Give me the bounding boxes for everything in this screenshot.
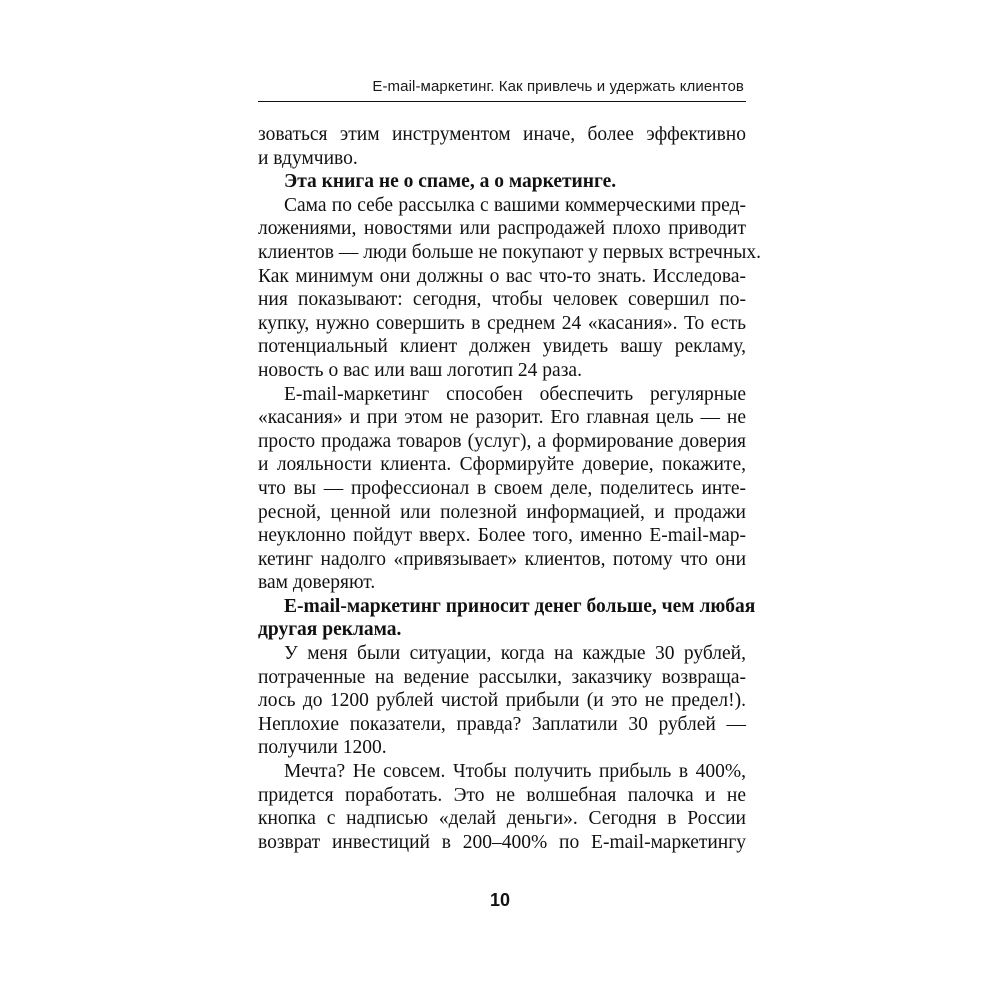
text-line: «касания» и при этом не разорит. Его главная цель — не [258, 407, 746, 429]
text-line: потраченные на ведение рассылки, заказчику возвраща- [258, 666, 746, 688]
bold-heading: E-mail-маркетинг приносит денег больше, чем любая [284, 595, 756, 617]
text-line: кетинг надолго «привязывает» клиентов, потому что они [258, 548, 746, 570]
bold-heading: Эта книга не о спаме, а о маркетинге. [284, 171, 617, 193]
text-line: что вы — профессионал в своем деле, поделитесь инте- [258, 477, 746, 499]
text-line: просто продажа товаров (услуг), а формирование доверия [258, 430, 746, 452]
text-line: Как минимум они должны о вас что-то знать. Исследова- [258, 265, 746, 287]
text-line: и лояльности клиента. Сформируйте доверие, покажите, [258, 454, 746, 476]
text-line: новость о вас или ваш логотип 24 раза. [258, 359, 582, 381]
bold-heading: другая реклама. [258, 619, 402, 641]
text-line: ния показывают: сегодня, чтобы человек совершил по- [258, 289, 746, 311]
page-number: 10 [489, 890, 511, 910]
text-line: ложениями, новостями или распродажей плохо приводит [258, 218, 746, 240]
text-line: Неплохие показатели, правда? Заплатили 30 рублей — [258, 713, 746, 735]
text-line: зоваться этим инструментом иначе, более эффективно [258, 124, 746, 145]
text-line: возврат инвестиций в 200–400% по E-mail-маркетингу [258, 831, 746, 853]
running-head: E-mail-маркетинг. Как привлечь и удержать клиентов [372, 78, 744, 95]
text-line: Сама по себе рассылка с вашими коммерческими пред- [284, 194, 746, 216]
text-line: и вдумчиво. [258, 147, 358, 169]
body-text [258, 123, 762, 854]
text-line: потенциальный клиент должен увидеть вашу рекламу, [258, 336, 746, 358]
text-line: E-mail-маркетинг способен обеспечить регулярные [284, 383, 746, 405]
text-line: кнопка с надписью «делай деньги». Сегодня в России [258, 808, 746, 830]
text-line: Мечта? Не совсем. Чтобы получить прибыль в 400%, [284, 761, 746, 783]
text-line: неуклонно пойдут вверх. Более того, именно E-mail-мар- [258, 525, 746, 547]
text-line: У меня были ситуации, когда на каждые 30 рублей, [284, 643, 746, 665]
text-line: вам доверяют. [258, 572, 376, 594]
text-line: получили 1200. [258, 737, 387, 759]
text-line: купку, нужно совершить в среднем 24 «касания». То есть [258, 312, 746, 334]
header-rule [258, 101, 746, 102]
text-line: придется поработать. Это не волшебная палочка и не [258, 784, 746, 806]
text-line: лось до 1200 рублей чистой прибыли (и это не предел!). [258, 690, 746, 712]
text-line: ресной, ценной или полезной информацией, и продажи [258, 501, 746, 523]
text-line: клиентов — люди больше не покупают у первых встречных. [258, 241, 762, 263]
